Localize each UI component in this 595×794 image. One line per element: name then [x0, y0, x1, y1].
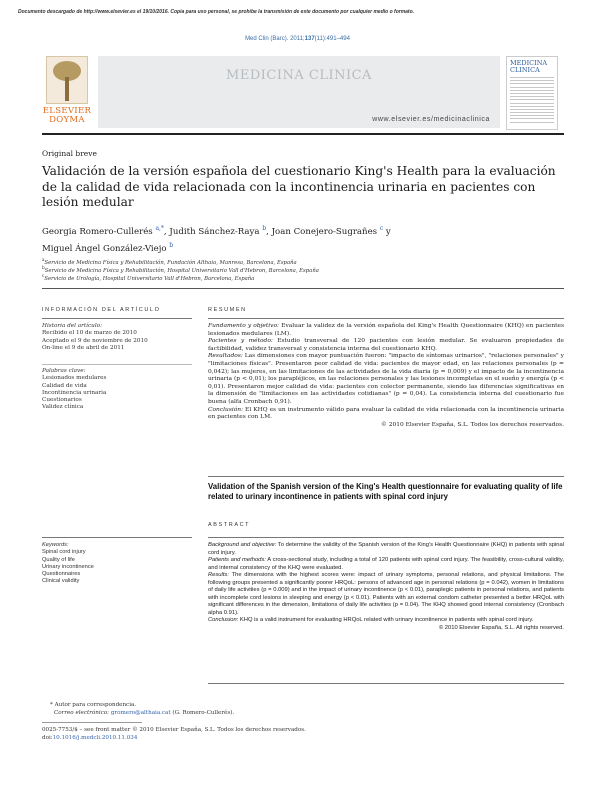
download-notice: Documento descargado de http://www.elsevier.es el 19/10/2016. Copia para uso personal, se prohíbe la transmisión de este documento por cualquier medio o formato. [18, 9, 415, 15]
journal-name: MEDICINA CLINICA [226, 68, 372, 83]
abstract-copyright: © 2010 Elsevier España, S.L. All rights reserved. [438, 624, 564, 631]
resumen-copyright: © 2010 Elsevier España, S.L. Todos los derechos reservados. [380, 421, 564, 428]
article-section: Original breve [42, 149, 97, 158]
author[interactable]: Joan Conejero-Sugrañes $^c$ [271, 225, 384, 237]
english-title: Validation of the Spanish version of the King's Health questionnaire for evaluating quality of life related to urinary incontinence in patients with spinal cord injury [208, 482, 563, 501]
abstract-heading: ABSTRACT [208, 522, 251, 528]
affiliation: $^b$Servicio de Medicina Física y Rehabilitación, Hospital Universitario Vall d'Hebron, Barcelona, España [42, 265, 319, 274]
elsevier-tree-icon [46, 56, 88, 104]
keywords-es: Palabras clave: Lesionados medulares Calidad de vida Incontinencia urinaria Cuestionarios Validez clínica [42, 368, 107, 411]
article-info-heading: INFORMACIÓN DEL ARTÍCULO [42, 307, 161, 313]
abstract-end-divider [208, 683, 564, 684]
section-divider [42, 288, 564, 289]
resumen-divider [208, 318, 564, 319]
journal-url-link[interactable]: www.elsevier.es/medicinaclinica [372, 116, 490, 123]
affiliation: $^a$Servicio de Medicina Física y Rehabilitación, Fundación Althaia, Manresa, Barcelona, España [42, 257, 297, 266]
publisher-name: ELSEVIER [42, 106, 92, 116]
author[interactable]: Georgia Romero-Cullerés $^{a,*}$ [42, 225, 164, 237]
abstract-divider [208, 476, 564, 477]
info-divider [42, 318, 192, 319]
affiliation: $^c$Servicio de Urología, Hospital Universitario Vall d'Hebron, Barcelona, España [42, 273, 255, 282]
author[interactable]: Miguel Ángel González-Viejo $^b$ [42, 241, 174, 254]
cover-text-lines [510, 77, 554, 125]
resumen-body: Fundamento y objetivo: Evaluar la validez de la versión española del King's Health Questionnaire (KHQ) en pacientes lesionados medulares (LM). Pacientes y método: Estudio transversal de 120 pacientes con lesión medular. Se evaluaron propiedades de factibilidad, validez transversal y consistencia interna del cuestionario KHQ. Resultados: Las dimensiones con mayor puntuación fueron: "impacto de síntomas urinarios", "relaciones personales" y "limitaciones físicas". Presentaron peor calidad de vida: pacientes de mayor edad, en las relaciones personales (p = 0,042); las mujeres, en las limitaciones de las actividades de la vida diaria (p = 0,009) y el impacto de la incontinencia urinaria (p < 0,01); los parapléjicos, en las relaciones personales y las lesiones incompletas en el sueño y energía (p < 0,01). Presentaron mejor calidad de vida: pacientes con colector permanente, siendo las diferencias significativas en la dimensión de "limitaciones en las actividades cotidianas" (p = 0,04). La consistencia interna del cuestionario fue buena (alfa Cronbach 0,91). Conclusión: El KHQ es un instrumento válido para evaluar la calidad de vida relacionada con la incontinencia urinaria en pacientes con LM. © 2010 Elsevier España, S.L. Todos los derechos reservados. [208, 323, 564, 428]
issn-doi: 0025-7753/$ – see front matter © 2010 Elsevier España, S.L. Todos los derechos reservados. doi:10.1016/j.medcli.2010.11.034 [42, 727, 306, 741]
email-link[interactable]: gromero@althaia.cat [110, 709, 171, 716]
publisher-subname: DOYMA [49, 115, 85, 125]
abstract-divider [208, 537, 564, 538]
citation-line[interactable]: Med Clin (Barc). 2011;137(11):491–494 [245, 36, 350, 42]
author-list: Georgia Romero-Cullerés $^{a,*}$, Judith Sánchez-Raya $^b$, Joan Conejero-Sugrañes $^c$ y Miguel Ángel González-Viejo $^b$ [42, 225, 391, 254]
resumen-heading: RESUMEN [208, 307, 247, 313]
doi-link[interactable]: 10.1016/j.medcli.2010.11.034 [52, 734, 138, 741]
abstract-body: Background and objective: To determine the validity of the Spanish version of the King's Health Questionnaire (KHQ) in patients with spinal cord injury. Patients and methods: A cross-sectional study, including a total of 120 patients with spinal cord injury. The feasibility, cross-cultural validity, and internal consistency of the KHQ were evaluated. Results: The dimensions with the highest scores were: impact of urinary symptoms, personal relations, and physical limitations. The following groups presented a significantly poorer HRQoL: persons of advanced age in personal relations (p = 0.042), women in limitations of daily life activities (p = 0.009) and in the impact of urinary incontinence (p < 0.01), paraplegic patients in personal relations, and patients with incomplete cord lesions in sleeping and energy (p < 0.01). Patients with an external condom catheter presented a better HRQoL with significant differences in the dimension, limitations of daily life activities (p = 0.04). The KHQ showed good internal consistency (Cronbach alpha 0.91). Conclusion: KHQ is a valid instrument for evaluating HRQoL related with urinary incontinence in patients with spinal cord injury. © 2010 Elsevier España, S.L. All rights reserved. [208, 542, 564, 631]
footnote-rule [42, 722, 142, 723]
journal-banner [98, 56, 500, 128]
keywords-en: Keywords: Spinal cord injury Quality of life Urinary incontinence Questionnaires Clinical validity [42, 542, 94, 585]
article-title: Validación de la versión española del cuestionario King's Health para la evaluación de la calidad de vida relacionada con la incontinencia urinaria en pacientes con lesión medular [42, 164, 556, 209]
header-rule [42, 133, 564, 135]
article-history: Historia del artículo: Recibido el 10 de marzo de 2010 Aceptado el 9 de noviembre de 2010 On-line el 9 de abril de 2011 [42, 323, 148, 351]
journal-cover-thumbnail [506, 56, 558, 130]
keywords-divider [42, 537, 192, 538]
corresponding-note: * Autor para correspondencia. Correo electrónico: gromero@althaia.cat (G. Romero-Cullerés). [50, 702, 235, 716]
author[interactable]: Judith Sánchez-Raya $^b$ [169, 225, 267, 237]
cover-title: MEDICINA CLINICA [510, 59, 548, 74]
elsevier-logo [42, 56, 92, 128]
info-divider [42, 364, 192, 365]
